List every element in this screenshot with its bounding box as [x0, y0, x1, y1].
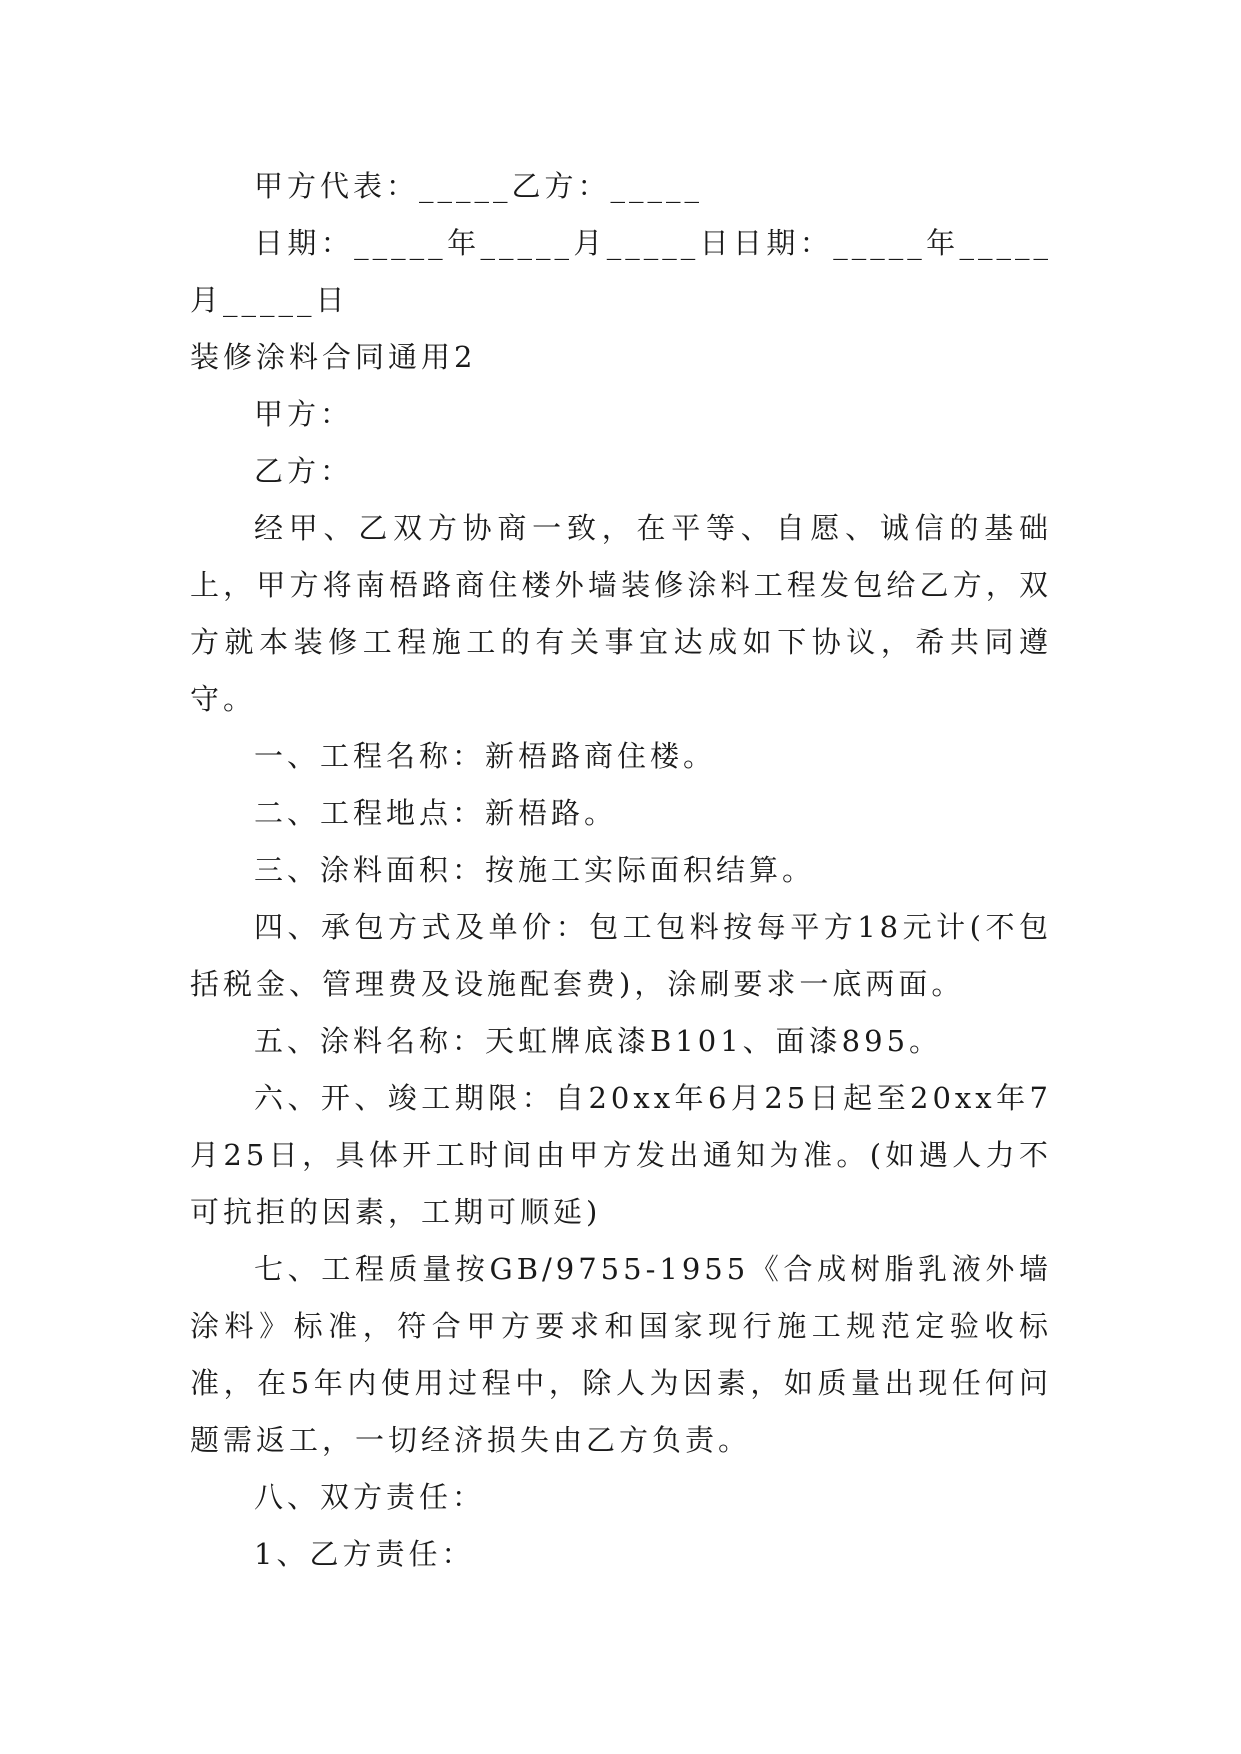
document-body [190, 158, 1052, 1583]
clause-4-contract-price: 四、承包方式及单价：包工包料按每平方18元计(不包括税金、管理费及设施配套费)，涂刷要求一底两面。 [190, 910, 1052, 1001]
clause-3-coating-area: 三、涂料面积：按施工实际面积结算。 [254, 853, 816, 887]
clause-1-project-name: 一、工程名称：新梧路商住楼。 [254, 739, 717, 773]
clause-8-1-party-b-responsibility: 1、乙方责任： [254, 1537, 475, 1571]
signature-representative-line: 甲方代表：_____乙方：_____ [254, 169, 704, 203]
contract-title: 装修涂料合同通用2 [190, 340, 477, 374]
clause-5-coating-name: 五、涂料名称：天虹牌底漆B101、面漆895。 [254, 1024, 943, 1058]
party-a-line: 甲方： [254, 397, 354, 431]
clause-8-responsibilities: 八、双方责任： [254, 1480, 486, 1514]
clause-2-project-location: 二、工程地点：新梧路。 [254, 796, 618, 830]
signature-date-line: 日期：_____年_____月_____日日期：_____年_____月_____日 [190, 226, 1052, 317]
clause-6-schedule: 六、开、竣工期限：自20xx年6月25日起至20xx年7月25日，具体开工时间由甲方发出通知为准。(如遇人力不可抗拒的因素，工期可顺延) [190, 1081, 1052, 1229]
party-b-line: 乙方： [254, 454, 354, 488]
preamble-paragraph: 经甲、乙双方协商一致，在平等、自愿、诚信的基础上，甲方将南梧路商住楼外墙装修涂料工程发包给乙方，双方就本装修工程施工的有关事宜达成如下协议，希共同遵守。 [190, 511, 1052, 716]
clause-7-quality: 七、工程质量按GB/9755-1955《合成树脂乳液外墙涂料》标准，符合甲方要求和国家现行施工规范定验收标准，在5年内使用过程中，除人为因素，如质量出现任何问题需返工，一切经济损失由乙方负责。 [190, 1252, 1052, 1457]
